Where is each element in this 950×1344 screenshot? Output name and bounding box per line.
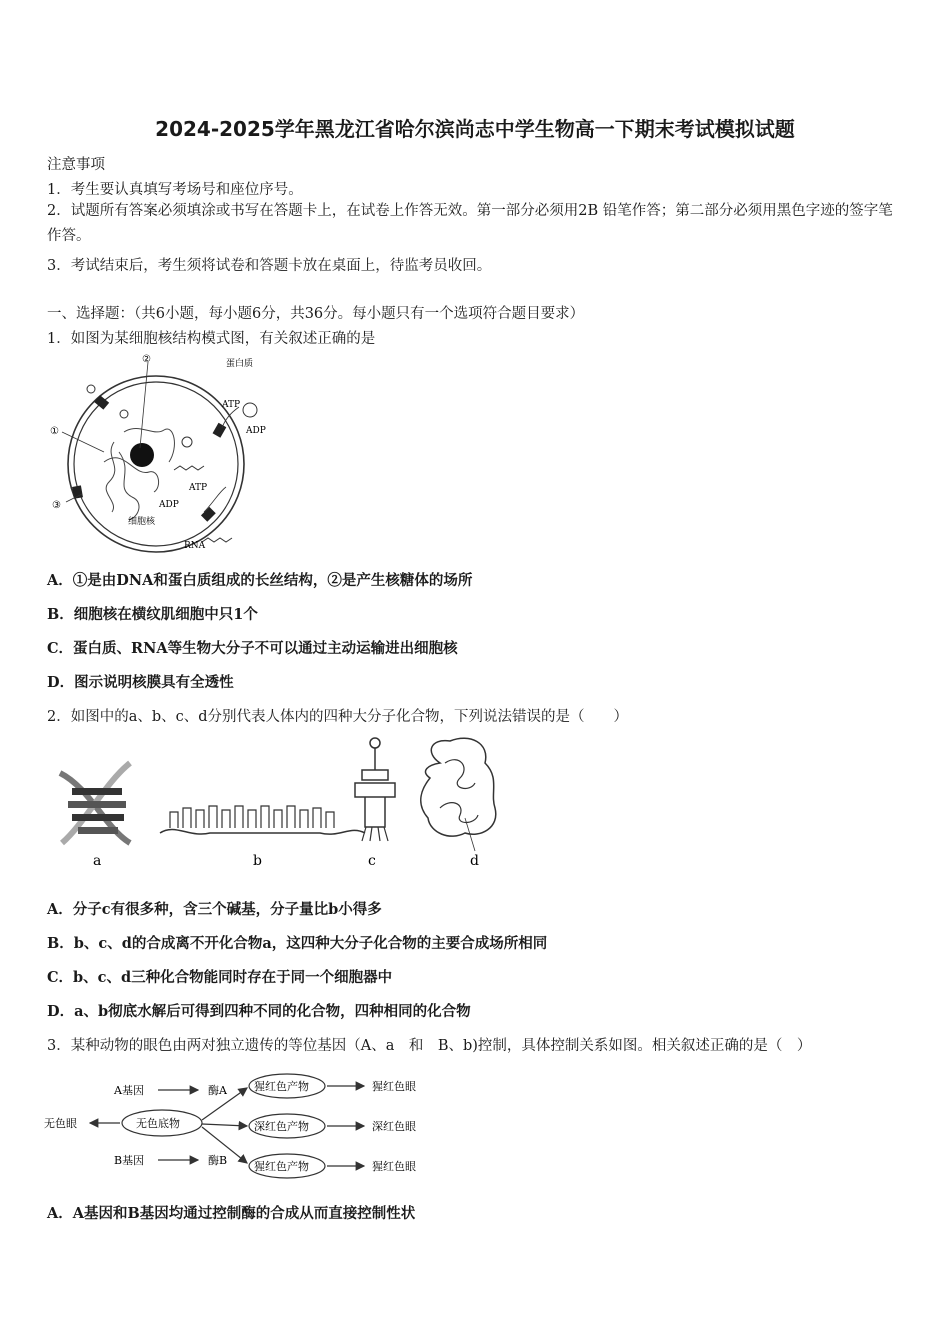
- label-atp-bottom: ATP: [189, 483, 208, 493]
- label-b: b: [253, 853, 262, 869]
- q2-option-b: B．b、c、d的合成离不开化合物a，这四种大分子化合物的主要合成场所相同: [47, 935, 548, 952]
- label-2: ②: [142, 354, 151, 365]
- label-c: c: [368, 853, 376, 869]
- label-a: a: [93, 853, 102, 869]
- notice-item-1: 1．考生要认真填写考场号和座位序号。: [47, 182, 303, 198]
- product-bottom-label: 猩红色产物: [254, 1160, 309, 1173]
- q2-option-c: C．b、c、d三种化合物能同时存在于同一个细胞器中: [47, 969, 393, 986]
- q2-stem: 2．如图中的a、b、c、d分别代表人体内的四种大分子化合物，下列说法错误的是（ ）: [47, 709, 629, 725]
- label-adp-top: ADP: [246, 426, 266, 436]
- nucleus-structure-figure: [44, 352, 284, 557]
- page-title: 2024-2025学年黑龙江省哈尔滨尚志中学生物高一下期末考试模拟试题: [155, 117, 795, 141]
- eye-bottom-label: 猩红色眼: [372, 1160, 416, 1173]
- product-mid-label: 深红色产物: [254, 1120, 309, 1133]
- label-3: ③: [52, 500, 61, 511]
- colorless-substance-label: 无色底物: [136, 1117, 180, 1130]
- notice-item-2: 2．试题所有答案必须填涂或书写在答题卡上，在试卷上作答无效。第一部分必须用2B 铅笔作答；第二部分必须用黑色字迹的签字笔作答。: [47, 203, 893, 244]
- q3-option-a: A．A基因和B基因均通过控制酶的合成从而直接控制性状: [47, 1205, 416, 1222]
- label-rna: RNA: [184, 541, 206, 551]
- q3-stem: 3．某种动物的眼色由两对独立遗传的等位基因（A、a 和 B、b)控制，具体控制关系如图。相关叙述正确的是（ ）: [47, 1038, 812, 1054]
- product-top-label: 猩红色产物: [254, 1080, 309, 1093]
- label-nucleus: 细胞核: [128, 517, 156, 527]
- q1-option-d: D．图示说明核膜具有全透性: [47, 674, 234, 691]
- q1-stem: 1．如图为某细胞核结构模式图，有关叙述正确的是: [47, 331, 376, 347]
- section-heading: 一、选择题：（共6小题，每小题6分，共36分。每小题只有一个选项符合题目要求）: [47, 306, 585, 322]
- gene-b-label: B基因: [114, 1154, 145, 1167]
- eye-color-pathway-figure: [42, 1068, 442, 1186]
- gene-a-label: A基因: [114, 1084, 144, 1097]
- notice-item-3: 3．考试结束后，考生须将试卷和答题卡放在桌面上，待监考员收回。: [47, 258, 492, 274]
- label-adp-bottom: ADP: [159, 500, 179, 510]
- notice-heading: 注意事项: [47, 157, 105, 173]
- label-1: ①: [50, 426, 59, 437]
- label-protein: 蛋白质: [226, 359, 254, 369]
- colorless-eye-label: 无色眼: [44, 1117, 77, 1130]
- eye-mid-label: 深红色眼: [372, 1120, 416, 1133]
- label-d: d: [470, 853, 479, 869]
- q1-option-b: B．细胞核在横纹肌细胞中只1个: [47, 606, 258, 623]
- label-atp-top: ATP: [222, 400, 241, 410]
- eye-top-label: 猩红色眼: [372, 1080, 416, 1093]
- q1-option-c: C．蛋白质、RNA等生物大分子不可以通过主动运输进出细胞核: [47, 640, 458, 657]
- macromolecules-figure: [50, 733, 510, 873]
- enzyme-b-label: 酶B: [208, 1154, 228, 1167]
- q2-option-d: D．a、b彻底水解后可得到四种不同的化合物，四种相同的化合物: [47, 1003, 471, 1020]
- q2-option-a: A．分子c有很多种，含三个碱基，分子量比b小得多: [47, 901, 382, 918]
- enzyme-a-label: 酶A: [208, 1084, 227, 1097]
- q1-option-a: A．①是由DNA和蛋白质组成的长丝结构，②是产生核糖体的场所: [47, 572, 473, 589]
